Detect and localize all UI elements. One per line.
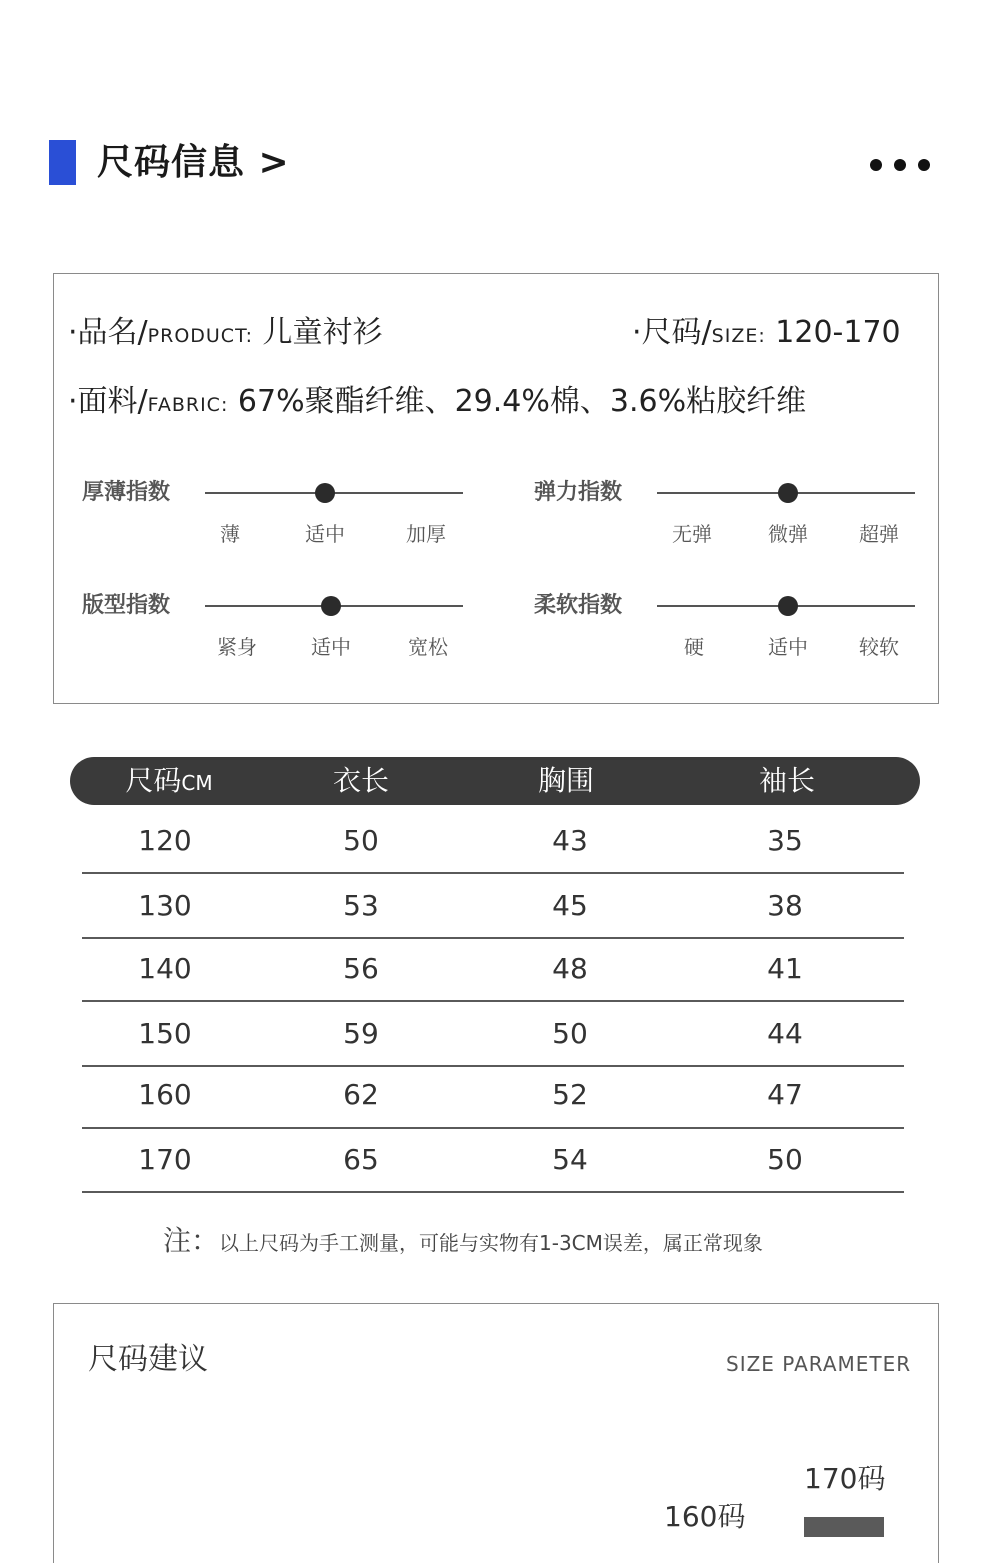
table-cell: 62 [343, 1078, 379, 1111]
column-header-chest: 胸围 [537, 764, 595, 797]
thickness-option: 加厚 [406, 522, 446, 546]
table-cell: 41 [767, 952, 803, 985]
table-cell: 56 [343, 952, 379, 985]
table-cell: 54 [552, 1143, 588, 1176]
size-label-170: 170码 [804, 1462, 886, 1495]
table-cell: 170 [138, 1143, 192, 1176]
more-horizontal-icon[interactable] [864, 155, 936, 175]
fabric-label: ·面料/ [68, 384, 148, 419]
thickness-option: 适中 [305, 522, 345, 546]
table-cell: 59 [343, 1017, 379, 1050]
table-cell: 53 [343, 889, 379, 922]
section-title[interactable]: 尺码信息 > [97, 142, 290, 183]
table-row-divider [82, 1127, 904, 1129]
size-label-en: SIZE: [711, 325, 766, 347]
table-cell: 130 [138, 889, 192, 922]
elasticity-index-label: 弹力指数 [534, 480, 623, 505]
elasticity-option: 微弹 [768, 522, 808, 546]
thickness-index-knob[interactable] [315, 483, 335, 503]
fabric-line [68, 382, 806, 425]
table-row-divider [82, 937, 904, 939]
size-bar-170 [804, 1517, 884, 1537]
size-value: 120-170 [775, 315, 901, 350]
table-row-divider [82, 872, 904, 874]
size-range-line [632, 313, 901, 356]
table-cell: 48 [552, 952, 588, 985]
table-cell: 120 [138, 824, 192, 857]
size-label-160: 160码 [664, 1500, 746, 1533]
table-cell: 160 [138, 1078, 192, 1111]
softness-option: 适中 [768, 635, 808, 659]
table-row-divider [82, 1000, 904, 1002]
table-cell: 50 [343, 824, 379, 857]
table-cell: 43 [552, 824, 588, 857]
table-cell: 52 [552, 1078, 588, 1111]
table-cell: 65 [343, 1143, 379, 1176]
thickness-option: 薄 [220, 522, 240, 546]
table-cell: 150 [138, 1017, 192, 1050]
elasticity-option: 超弹 [859, 522, 899, 546]
note-prefix: 注： [163, 1224, 220, 1257]
product-name-line [68, 313, 383, 356]
column-header-size: 尺码CM [125, 764, 213, 797]
size-suggestion-subtitle: SIZE PARAMETER [726, 1352, 912, 1376]
softness-option: 较软 [859, 635, 899, 659]
table-cell: 38 [767, 889, 803, 922]
table-cell: 45 [552, 889, 588, 922]
softness-index-label: 柔软指数 [534, 593, 623, 618]
table-row-divider [82, 1191, 904, 1193]
size-label: ·尺码/ [632, 315, 712, 350]
fit-option: 紧身 [217, 635, 257, 659]
fabric-label-en: FABRIC: [147, 394, 229, 416]
column-header-length: 衣长 [332, 764, 390, 797]
note-text: 以上尺码为手工测量，可能与实物有1-3CM误差，属正常现象 [219, 1231, 763, 1255]
fabric-value: 67%聚酯纤维、29.4%棉、3.6%粘胶纤维 [237, 384, 807, 419]
thickness-index-label: 厚薄指数 [82, 480, 171, 505]
softness-option: 硬 [684, 635, 704, 659]
table-row-divider [82, 1065, 904, 1067]
fit-option: 宽松 [408, 635, 448, 659]
fit-index-label: 版型指数 [82, 593, 171, 618]
table-cell: 35 [767, 824, 803, 857]
table-cell: 50 [767, 1143, 803, 1176]
size-suggestion-title: 尺码建议 [88, 1342, 208, 1377]
fit-option: 适中 [311, 635, 351, 659]
elasticity-index-knob[interactable] [778, 483, 798, 503]
product-label-en: PRODUCT: [147, 325, 253, 347]
table-cell: 47 [767, 1078, 803, 1111]
table-cell: 140 [138, 952, 192, 985]
fit-index-knob[interactable] [321, 596, 341, 616]
table-cell: 50 [552, 1017, 588, 1050]
column-header-sleeve: 袖长 [758, 764, 816, 797]
product-value: 儿童衬衫 [262, 315, 383, 350]
product-label: ·品名/ [68, 315, 148, 350]
table-cell: 44 [767, 1017, 803, 1050]
measurement-note [163, 1222, 763, 1262]
elasticity-option: 无弹 [672, 522, 712, 546]
softness-index-knob[interactable] [778, 596, 798, 616]
header-accent-bar [49, 140, 76, 185]
